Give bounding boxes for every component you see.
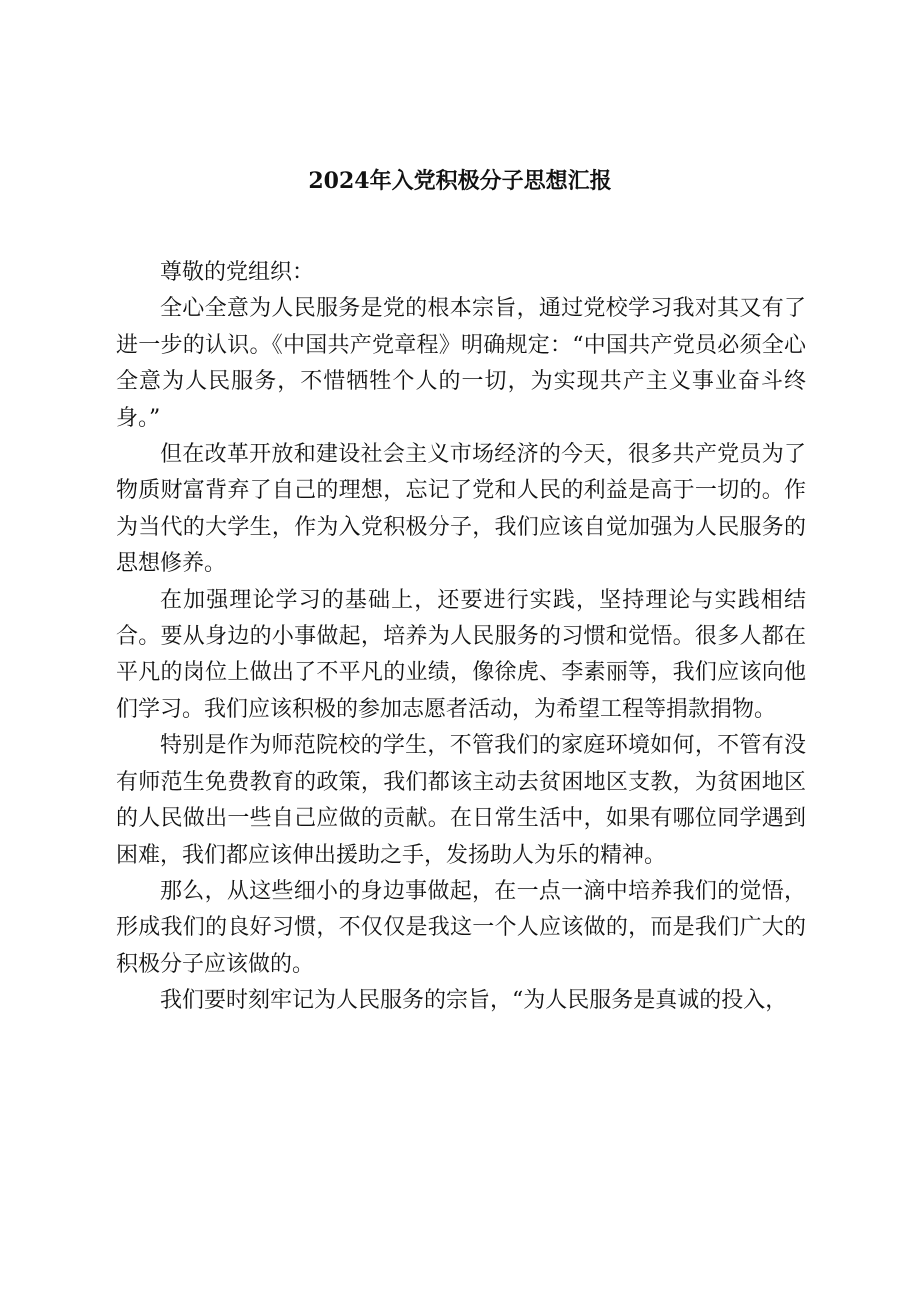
body-paragraph: 那么，从这些细小的身边事做起，在一点一滴中培养我们的觉悟，形成我们的良好习惯，不仅仅是我这一个人应该做的，而是我们广大的积极分子应该做的。 bbox=[116, 878, 806, 977]
body-paragraph: 全心全意为人民服务是党的根本宗旨，通过党校学习我对其又有了进一步的认识。《中国共产党章程》明确规定：“中国共产党员必须全心全意为人民服务，不惜牺牲个人的一切，为实现共产主义事业奋斗终身。” bbox=[116, 296, 806, 431]
document-body bbox=[116, 255, 806, 1020]
body-paragraph: 特别是作为师范院校的学生，不管我们的家庭环境如何，不管有没有师范生免费教育的政策，我们都该主动去贫困地区支教，为贫困地区的人民做出一些自己应做的贡献。在日常生活中，如果有哪位同学遇到困难，我们都应该伸出援助之手，发扬助人为乐的精神。 bbox=[116, 733, 806, 868]
salutation-paragraph: 尊敬的党组织： bbox=[160, 260, 315, 285]
body-paragraph: 我们要时刻牢记为人民服务的宗旨，“为人民服务是真诚的投入， bbox=[160, 988, 788, 1014]
document-title: 2024年入党积极分子思想汇报 bbox=[308, 168, 612, 194]
body-paragraph: 在加强理论学习的基础上，还要进行实践，坚持理论与实践相结合。要从身边的小事做起，培养为人民服务的习惯和觉悟。很多人都在平凡的岗位上做出了不平凡的业绩，像徐虎、李素丽等，我们应该向他们学习。我们应该积极的参加志愿者活动，为希望工程等捐款捐物。 bbox=[116, 587, 806, 722]
body-paragraph: 但在改革开放和建设社会主义市场经济的今天，很多共产党员为了物质财富背弃了自己的理想，忘记了党和人民的利益是高于一切的。作为当代的大学生，作为入党积极分子，我们应该自觉加强为人民服务的思想修养。 bbox=[116, 442, 806, 577]
